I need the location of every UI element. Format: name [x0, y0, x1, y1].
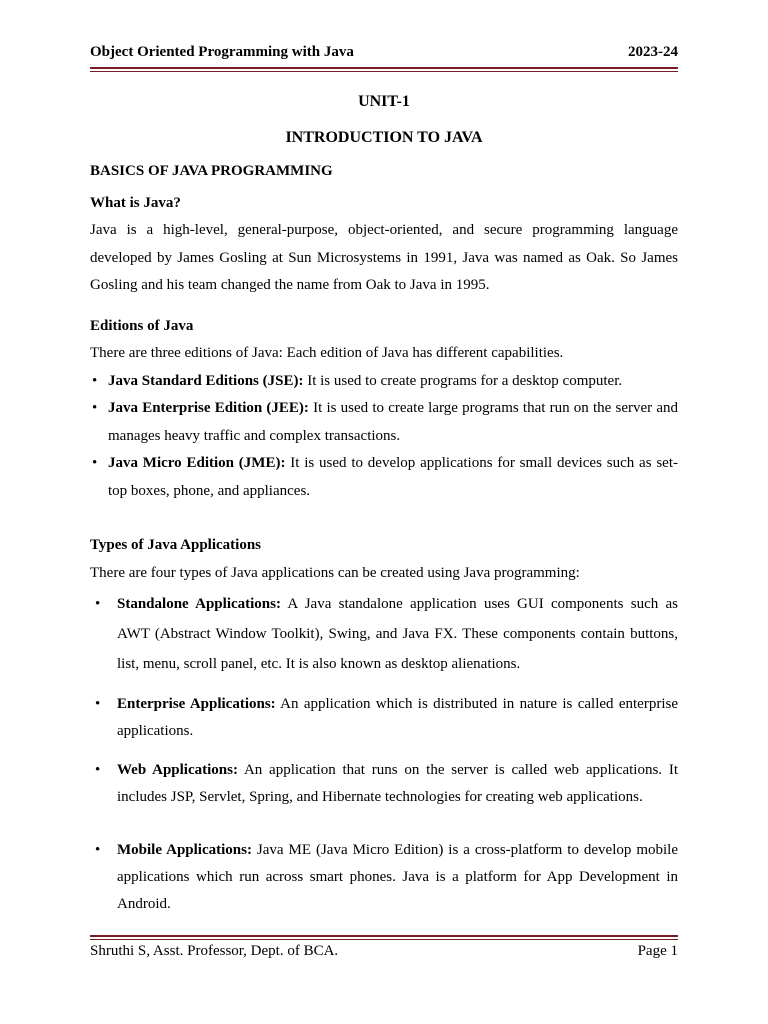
list-item — [90, 368, 678, 396]
footer-rule-thin — [90, 939, 678, 940]
bullet-icon: • — [92, 372, 98, 389]
item-text: It is used to create programs for a desktop computer. — [303, 372, 623, 389]
list-item — [90, 691, 678, 745]
bullet-icon: • — [92, 400, 98, 416]
item-term: Java Standard Editions (JSE): — [108, 372, 304, 389]
editions-list — [90, 368, 678, 506]
item-term: Java Micro Edition (JME): — [108, 455, 286, 471]
list-item — [90, 395, 678, 450]
item-term: Java Enterprise Edition (JEE): — [108, 400, 309, 416]
what-heading: What is Java? — [90, 194, 181, 211]
types-heading: Types of Java Applications — [90, 537, 261, 553]
editions-heading: Editions of Java — [90, 317, 194, 334]
types-intro: There are four types of Java applications can be created using Java programming: — [90, 564, 580, 581]
editions-intro: There are three editions of Java: Each edition of Java has different capabilities. — [90, 345, 564, 361]
types-list — [90, 589, 678, 918]
item-term: Enterprise Applications: — [117, 696, 276, 712]
item-term: Standalone Applications: — [117, 596, 281, 612]
bullet-icon: • — [95, 762, 101, 778]
list-item — [90, 837, 678, 918]
item-term: Mobile Applications: — [117, 842, 252, 858]
what-body: Java is a high-level, general-purpose, object-oriented, and secure programming language developed by James Gosling at Sun Microsystems in 1991, Java was named as Oak. So James Gosling and his team changed the name from Oak to Java in 1995. — [90, 222, 678, 293]
page-content — [90, 88, 678, 918]
bullet-icon: • — [95, 696, 101, 712]
list-item — [90, 450, 678, 505]
item-text: It is used to develop applications for small devices such as set-top boxes, phone, and appliances. — [108, 455, 678, 499]
section-heading: BASICS OF JAVA PROGRAMMING — [90, 163, 333, 179]
chapter-title: INTRODUCTION TO JAVA — [285, 128, 483, 146]
item-text: An application that runs on the server is called web applications. It includes JSP, Servlet, Spring, and Hibernate technologies for creating web applications. — [117, 762, 678, 805]
item-text: An application which is distributed in nature is called enterprise applications. — [117, 696, 678, 739]
bullet-icon: • — [95, 842, 101, 858]
bullet-icon: • — [95, 596, 101, 612]
item-term: Web Applications: — [117, 762, 238, 778]
unit-title: UNIT-1 — [358, 93, 410, 110]
header-rule-thin — [90, 71, 678, 72]
header-year: 2023-24 — [628, 44, 678, 60]
page-header — [90, 44, 678, 61]
item-text: Java ME (Java Micro Edition) is a cross-platform to develop mobile applications which run across smart phones. Java is a platform for App Development in Android. — [117, 842, 678, 912]
footer-author: Shruthi S, Asst. Professor, Dept. of BCA. — [90, 943, 339, 959]
header-title: Object Oriented Programming with Java — [90, 44, 354, 60]
header-rule — [90, 67, 678, 69]
footer-page-number: Page 1 — [637, 943, 678, 959]
footer-rule — [90, 935, 678, 937]
item-text: A Java standalone application uses GUI components such as AWT (Abstract Window Toolkit), Swing, and Java FX. These components contain buttons, list, menu, scroll panel, etc. It is also known as desktop alienations. — [117, 596, 678, 672]
item-text: It is used to create large programs that run on the server and manages heavy traffic and complex transactions. — [108, 400, 678, 444]
page-footer — [90, 943, 678, 960]
list-item — [90, 757, 678, 811]
list-item — [90, 589, 678, 679]
bullet-icon: • — [92, 455, 98, 471]
